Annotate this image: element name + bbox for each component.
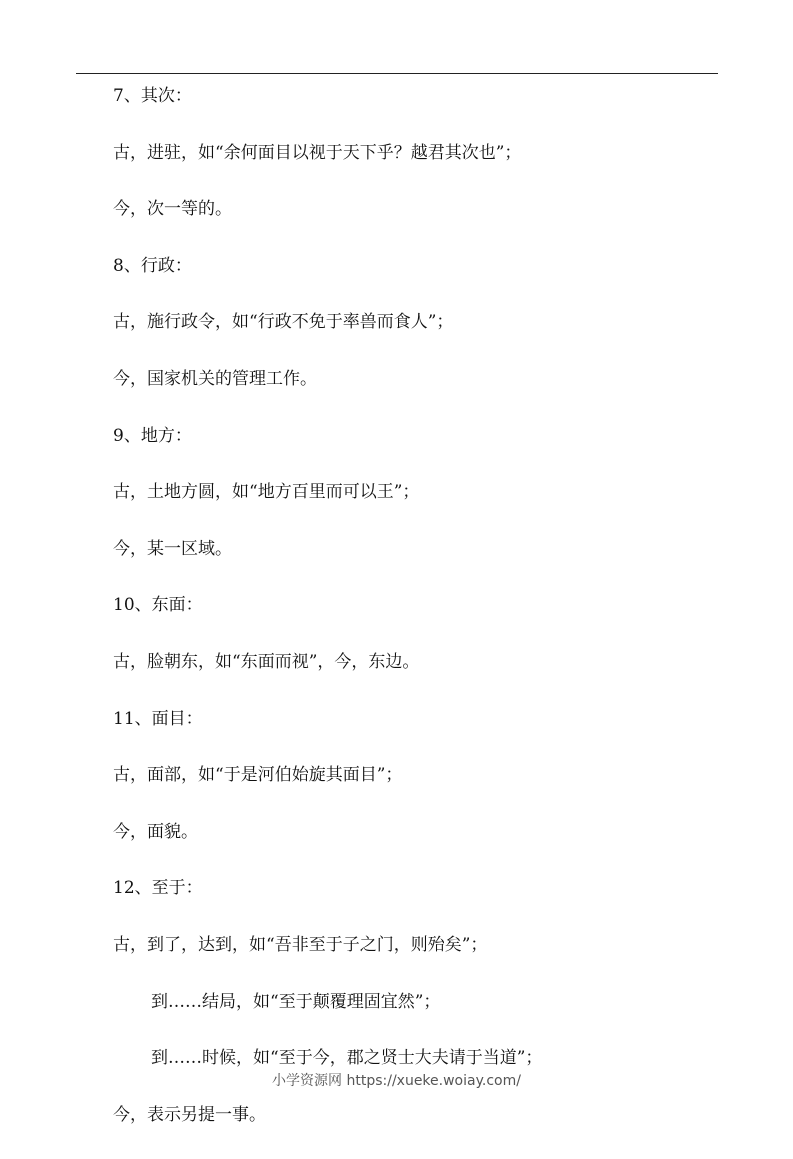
line-ancient-meaning: 古，到了，达到，如“吾非至于子之门，则殆矣”； [113,934,488,955]
document-body [113,84,713,1159]
line-heading-7: 7、其次： [113,86,192,106]
line-heading-8: 8、行政： [113,255,192,276]
line-ancient-modern-meaning: 古，脸朝东，如“东面而视”，今，东边。 [113,651,420,672]
line-modern-meaning: 今，某一区域。 [113,538,232,559]
line-heading-9: 9、地方： [113,425,192,446]
line-heading-12: 12、至于： [113,878,203,899]
line-heading-11: 11、面目： [113,708,203,729]
line-modern-meaning: 今，面貌。 [113,821,198,842]
footer-source-text: 小学资源网 https://xueke.woiay.com/ [272,1073,521,1089]
line-ancient-meaning: 古，土地方圆，如“地方百里而可以王”； [113,482,420,503]
line-modern-meaning: 今，次一等的。 [113,199,232,220]
line-heading-10: 10、东面： [113,595,203,616]
line-modern-meaning: 今，表示另提一事。 [113,1104,266,1125]
line-ancient-meaning-sub: 到……时候，如“至于今，郡之贤士大夫请于当道”； [151,1048,543,1069]
header-rule [76,73,718,74]
line-ancient-meaning: 古，面部，如“于是河伯始旋其面目”； [113,765,403,786]
line-ancient-meaning: 古，施行政令，如“行政不免于率兽而食人”； [113,312,454,333]
line-ancient-meaning-sub: 到……结局，如“至于颠覆理固宜然”； [151,991,441,1012]
line-ancient-meaning: 古，进驻，如“余何面目以视于天下乎？越君其次也”； [113,142,522,163]
line-modern-meaning: 今，国家机关的管理工作。 [113,368,317,389]
